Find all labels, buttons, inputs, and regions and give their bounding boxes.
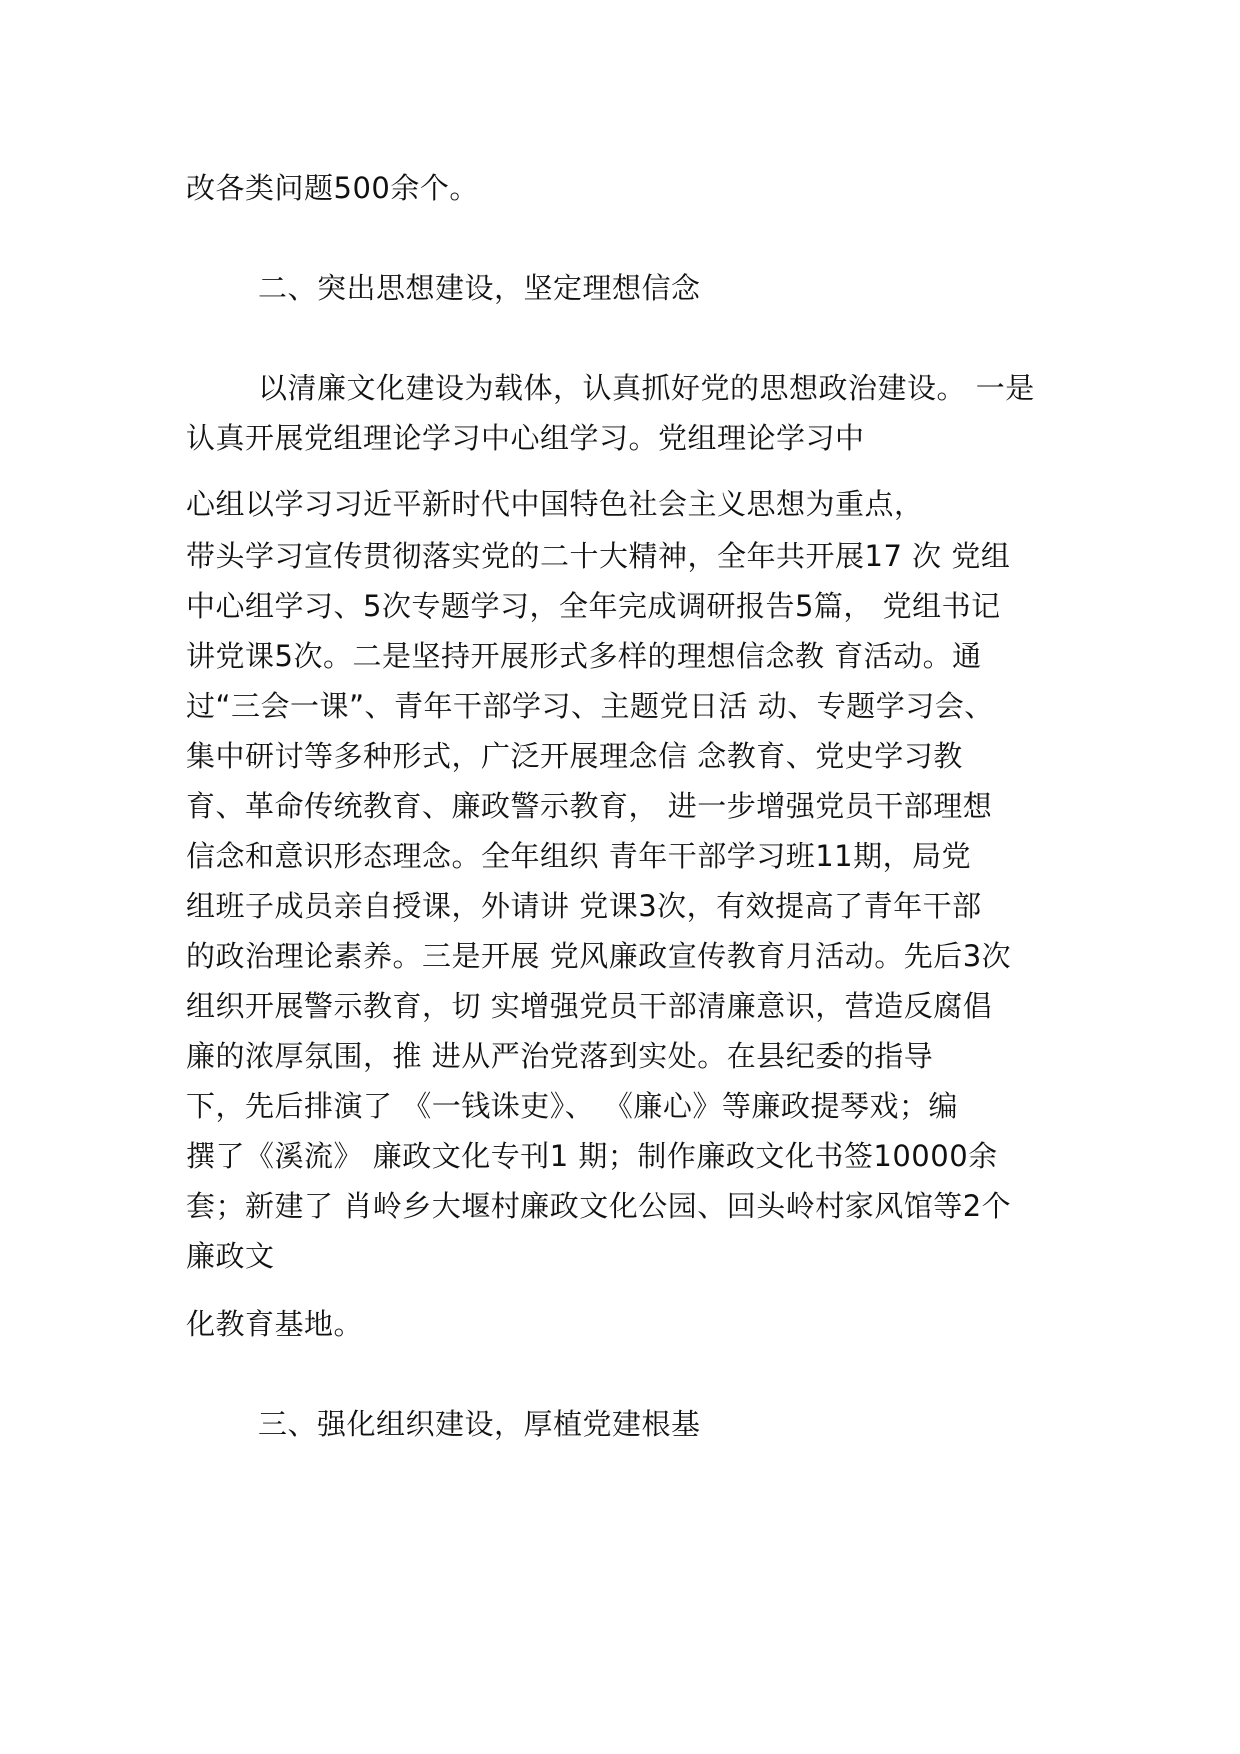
paragraph-line-21: 化教育基地。 <box>186 1307 364 1341</box>
paragraph-line-14: 的政治理论素养。三是开展 党风廉政宣传教育月活动。先后3次 <box>186 939 1012 973</box>
paragraph-line-9: 过“三会一课”、青年干部学习、主题党日活 动、专题学习会、 <box>186 689 994 723</box>
paragraph-line-18: 撰了《溪流》 廉政文化专刊1 期；制作廉政文化书签10000余 <box>186 1139 998 1173</box>
paragraph-line-17: 下，先后排演了 《一钱诛吏》、 《廉心》等廉政提琴戏；编 <box>186 1089 958 1123</box>
paragraph-line-11: 育、革命传统教育、廉政警示教育， 进一步增强党员干部理想 <box>186 789 993 823</box>
paragraph-line-7: 中心组学习、5次专题学习，全年完成调研报告5篇， 党组书记 <box>186 589 1001 623</box>
paragraph-line-19: 套；新建了 肖岭乡大堰村廉政文化公园、回头岭村家风馆等2个 <box>186 1189 1012 1223</box>
paragraph-line-16: 廉的浓厚氛围，推 进从严治党落到实处。在县纪委的指导 <box>186 1039 934 1073</box>
paragraph-line-5: 心组以学习习近平新时代中国特色社会主义思想为重点， <box>186 487 924 521</box>
section-heading-2: 二、突出思想建设，坚定理想信念 <box>258 271 701 305</box>
paragraph-line-12: 信念和意识形态理念。全年组织 青年干部学习班11期，局党 <box>186 839 972 873</box>
section-heading-3: 三、强化组织建设，厚植党建根基 <box>258 1407 701 1441</box>
paragraph-line-3: 以清廉文化建设为载体，认真抓好党的思想政治建设。 一是 <box>258 371 1035 405</box>
paragraph-line-10: 集中研讨等多种形式，广泛开展理念信 念教育、党史学习教 <box>186 739 963 773</box>
paragraph-line-13: 组班子成员亲自授课，外请讲 党课3次，有效提高了青年干部 <box>186 889 982 923</box>
paragraph-line-4: 认真开展党组理论学习中心组学习。党组理论学习中 <box>186 421 865 455</box>
paragraph-line-15: 组织开展警示教育，切 实增强党员干部清廉意识，营造反腐倡 <box>186 989 993 1023</box>
paragraph-line-6: 带头学习宣传贯彻落实党的二十大精神，全年共开展17 次 党组 <box>186 539 1011 573</box>
paragraph-line-20: 廉政文 <box>186 1239 275 1273</box>
paragraph-line-1: 改各类问题500余个。 <box>186 171 479 205</box>
paragraph-line-8: 讲党课5次。二是坚持开展形式多样的理想信念教 育活动。通 <box>186 639 982 673</box>
